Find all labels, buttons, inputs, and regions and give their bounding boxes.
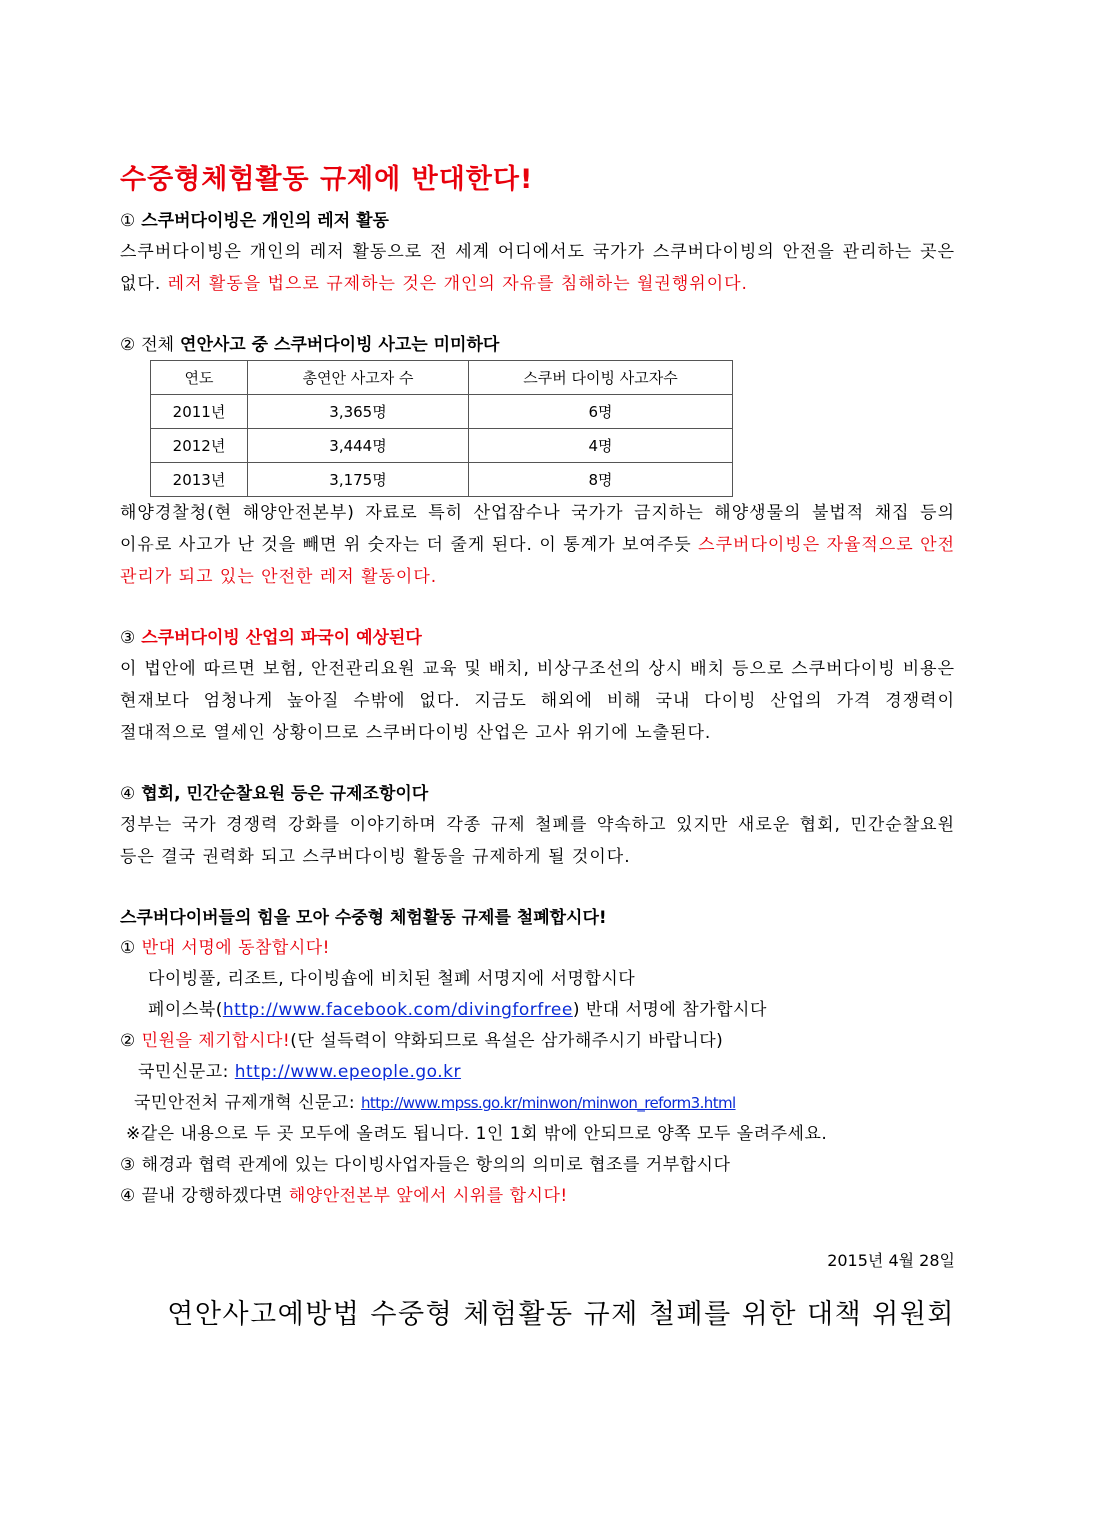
action-4-highlight: 해양안전본부 앞에서 시위를 합시다!: [288, 1186, 568, 1206]
section-4-heading: [120, 779, 955, 809]
accident-table: [150, 360, 733, 497]
table-row: [151, 429, 733, 463]
section-4-body: 정부는 국가 경쟁력 강화를 이야기하며 각종 규제 철폐를 약속하고 있지만 새로운 협회, 민간순찰요원 등은 결국 권력화 되고 스쿠버다이빙 활동을 규제하게 될 것이다.: [120, 815, 955, 867]
action-3-text: 해경과 협력 관계에 있는 다이빙사업자들은 항의의 의미로 협조를 거부합시다: [141, 1155, 731, 1175]
action-2: [120, 1026, 955, 1057]
table-header-total: 총연안 사고자 수: [248, 361, 469, 395]
table-header-scuba: 스쿠버 다이빙 사고자수: [469, 361, 733, 395]
table-cell: 2011년: [151, 395, 248, 429]
section-1-highlight: 레저 활동을 법으로 규제하는 것은 개인의 자유를 침해하는 월권행위이다.: [167, 274, 748, 294]
action-1-title: 반대 서명에 동참합시다!: [141, 938, 330, 958]
section-3-title: 스쿠버다이빙 산업의 파국이 예상된다: [141, 628, 422, 648]
table-header-year: 연도: [151, 361, 248, 395]
section-2-highlight: 스쿠버다이빙은 자율적으로 안전 관리가 되고 있는 안전한 레저 활동이다.: [120, 535, 955, 587]
section-3-body: 이 법안에 따르면 보험, 안전관리요원 교육 및 배치, 비상구조선의 상시 배치 등으로 스쿠버다이빙 비용은 현재보다 엄청나게 높아질 수밖에 없다. 지금도 해외에 비해 국내 다이빙 산업의 가격 경쟁력이 절대적으로 열세인 상황이므로 스쿠버다이빙 산업은 고사 위기에 노출된다.: [120, 659, 955, 743]
section-2-number: ②: [120, 335, 136, 355]
section-1-number: ①: [120, 211, 136, 231]
epeople-label: 국민신문고:: [138, 1062, 235, 1082]
table-cell: 6명: [469, 395, 733, 429]
table-cell: 3,365명: [248, 395, 469, 429]
epeople-link[interactable]: http://www.epeople.go.kr: [234, 1062, 462, 1082]
table-row: [151, 463, 733, 497]
table-cell: 3,444명: [248, 429, 469, 463]
action-2-title: 민원을 제기합시다!: [141, 1031, 291, 1051]
action-2-line-2: [120, 1088, 955, 1119]
action-4-number: ④: [120, 1186, 136, 1206]
signature: 연안사고예방법 수중형 체험활동 규제 철폐를 위한 대책 위원회: [167, 1299, 955, 1330]
action-3-number: ③: [120, 1155, 136, 1175]
section-2-heading: [120, 330, 955, 360]
section-2-body: [120, 497, 955, 593]
table-cell: 2013년: [151, 463, 248, 497]
action-3: [120, 1150, 955, 1181]
action-1-line-2: [120, 995, 955, 1026]
action-2-number: ②: [120, 1031, 136, 1051]
mpss-label: 국민안전처 규제개혁 신문고:: [134, 1093, 362, 1113]
action-1-number: ①: [120, 938, 136, 958]
section-4-number: ④: [120, 784, 136, 804]
section-1-title: 스쿠버다이빙은 개인의 레저 활동: [141, 211, 389, 231]
document-date: 2015년 4월 28일: [827, 1251, 955, 1270]
call-heading: 스쿠버다이버들의 힘을 모아 수중형 체험활동 규제를 철폐합시다!: [120, 908, 607, 928]
table-cell: 3,175명: [248, 463, 469, 497]
section-1-text: 스쿠버다이빙은 개인의 레저 활동으로 전 세계 어디에서도 국가가 스쿠버다이빙의 안전을 관리하는 곳은 없다.: [120, 242, 955, 294]
action-1-line-2-pre: 페이스북(: [148, 1000, 223, 1020]
action-1-line-1: 다이빙풀, 리조트, 다이빙숍에 비치된 철폐 서명지에 서명합시다: [148, 969, 636, 989]
section-3-heading: [120, 623, 955, 653]
section-1-body: [120, 236, 955, 300]
action-4-text: 끝내 강행하겠다면: [141, 1186, 283, 1206]
action-4: [120, 1181, 955, 1212]
table-cell: 2012년: [151, 429, 248, 463]
section-4-title: 협회, 민간순찰요원 등은 규제조항이다: [141, 784, 429, 804]
action-2-reminder: ※같은 내용으로 두 곳 모두에 올려도 됩니다. 1인 1회 밖에 안되므로 양쪽 모두 올려주세요.: [126, 1124, 828, 1144]
page-title: 수중형체험활동 규제에 반대한다!: [120, 164, 534, 195]
table-header-row: [151, 361, 733, 395]
table-row: [151, 395, 733, 429]
document-page: [120, 160, 955, 1331]
section-2-prefix: 전체: [141, 335, 175, 355]
facebook-link[interactable]: http://www.facebook.com/divingforfree: [222, 1000, 573, 1020]
section-2-title: 연안사고 중 스쿠버다이빙 사고는 미미하다: [180, 335, 500, 355]
table-cell: 4명: [469, 429, 733, 463]
mpss-link[interactable]: http://www.mpss.go.kr/minwon/minwon_reform3.html: [361, 1094, 736, 1112]
table-cell: 8명: [469, 463, 733, 497]
action-2-line-1: [120, 1057, 955, 1088]
action-2-note: (단 설득력이 약화되므로 욕설은 삼가해주시기 바랍니다): [290, 1031, 724, 1051]
action-1-line-2-post: ) 반대 서명에 참가합시다: [572, 1000, 767, 1020]
section-1-heading: [120, 206, 955, 236]
section-3-number: ③: [120, 628, 136, 648]
action-1: [120, 933, 955, 964]
section-2-text: 해양경찰청(현 해양안전본부) 자료로 특히 산업잠수나 국가가 금지하는 해양생물의 불법적 채집 등의 이유로 사고가 난 것을 빼면 위 숫자는 더 줄게 된다. 이 통계가 보여주듯: [120, 503, 955, 555]
